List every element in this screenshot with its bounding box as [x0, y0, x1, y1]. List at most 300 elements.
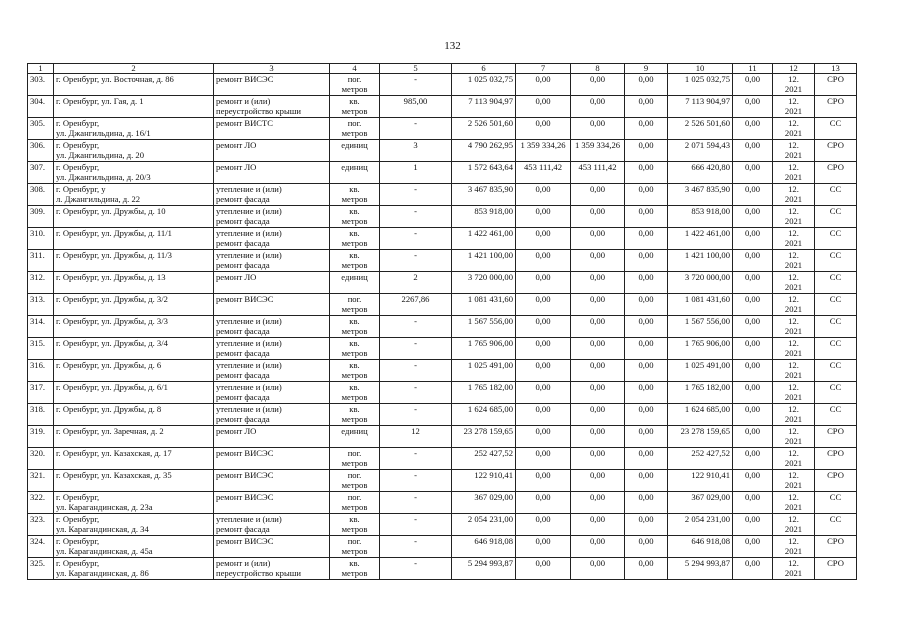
unit-cell-line: метров	[341, 414, 368, 424]
row-number: 313.	[28, 294, 54, 316]
deadline-cell	[773, 360, 815, 382]
address-cell	[54, 74, 214, 96]
deadline-cell-line: 2021	[784, 524, 803, 534]
column-8-cell: 0,00	[571, 316, 625, 338]
work-type-cell	[214, 448, 330, 470]
work-type-cell	[214, 118, 330, 140]
quantity-cell: -	[380, 470, 452, 492]
column-7-cell: 0,00	[516, 536, 571, 558]
address-cell	[54, 96, 214, 118]
row-number: 320.	[28, 448, 54, 470]
table-row	[28, 558, 857, 580]
column-10-cell: 1 081 431,60	[668, 294, 733, 316]
total-cost-cell: 2 526 501,60	[452, 118, 516, 140]
deadline-cell-line: 12.	[788, 140, 799, 150]
table-row	[28, 140, 857, 162]
column-9-cell: 0,00	[625, 492, 668, 514]
quantity-cell: -	[380, 118, 452, 140]
unit-cell-line: единиц	[341, 272, 368, 282]
quantity-cell: -	[380, 316, 452, 338]
unit-cell-line: пог.	[347, 536, 362, 546]
unit-cell-line: пог.	[347, 448, 362, 458]
unit-cell-line: метров	[341, 194, 368, 204]
column-11-cell: 0,00	[733, 162, 773, 184]
total-cost-cell: 1 624 685,00	[452, 404, 516, 426]
deadline-cell	[773, 536, 815, 558]
deadline-cell	[773, 162, 815, 184]
deadline-cell	[773, 448, 815, 470]
column-10-cell: 2 054 231,00	[668, 514, 733, 536]
quantity-cell: -	[380, 74, 452, 96]
unit-cell-line: кв.	[349, 184, 360, 194]
unit-cell-line: пог.	[347, 118, 362, 128]
deadline-cell-line: 2021	[784, 370, 803, 380]
row-number: 314.	[28, 316, 54, 338]
column-7-cell: 0,00	[516, 426, 571, 448]
column-header-2: 2	[54, 64, 214, 74]
work-type-cell	[214, 470, 330, 492]
quantity-cell: -	[380, 448, 452, 470]
work-type-cell-line: ремонт фасада	[216, 370, 270, 380]
column-11-cell: 0,00	[733, 272, 773, 294]
work-type-cell	[214, 382, 330, 404]
column-7-cell: 0,00	[516, 448, 571, 470]
work-type-cell-line: ремонт ВИСЭС	[216, 492, 274, 502]
column-8-cell: 0,00	[571, 228, 625, 250]
row-number: 307.	[28, 162, 54, 184]
column-8-cell: 0,00	[571, 294, 625, 316]
method-cell: СС	[815, 184, 857, 206]
column-10-cell: 3 467 835,90	[668, 184, 733, 206]
work-type-cell-line: ремонт фасада	[216, 260, 270, 270]
column-header-6: 6	[452, 64, 516, 74]
address-cell	[54, 206, 214, 228]
row-number: 321.	[28, 470, 54, 492]
work-type-cell-line: ремонт ЛО	[216, 162, 257, 172]
unit-cell-line: метров	[341, 260, 368, 270]
column-8-cell: 0,00	[571, 272, 625, 294]
deadline-cell-line: 2021	[784, 436, 803, 446]
work-type-cell-line: утепление и (или)	[216, 250, 282, 260]
deadline-cell-line: 12.	[788, 118, 799, 128]
column-11-cell: 0,00	[733, 228, 773, 250]
work-type-cell-line: ремонт и (или)	[216, 558, 271, 568]
table-row	[28, 448, 857, 470]
deadline-cell	[773, 404, 815, 426]
table-row	[28, 338, 857, 360]
unit-cell-line: метров	[341, 304, 368, 314]
work-type-cell-line: утепление и (или)	[216, 382, 282, 392]
deadline-cell-line: 12.	[788, 96, 799, 106]
column-10-cell: 1 624 685,00	[668, 404, 733, 426]
work-type-cell-line: ремонт ВИСЭС	[216, 294, 274, 304]
address-cell-line: г. Оренбург, ул. Дружбы, д. 8	[56, 404, 162, 414]
unit-cell	[330, 74, 380, 96]
quantity-cell: 1	[380, 162, 452, 184]
column-header-12: 12	[773, 64, 815, 74]
deadline-cell-line: 12.	[788, 162, 799, 172]
column-8-cell: 0,00	[571, 382, 625, 404]
address-cell	[54, 448, 214, 470]
column-number-row	[28, 64, 857, 74]
column-11-cell: 0,00	[733, 426, 773, 448]
unit-cell-line: метров	[341, 524, 368, 534]
column-7-cell: 0,00	[516, 206, 571, 228]
method-cell: СРО	[815, 470, 857, 492]
unit-cell	[330, 426, 380, 448]
table-row	[28, 184, 857, 206]
total-cost-cell: 646 918,08	[452, 536, 516, 558]
total-cost-cell: 7 113 904,97	[452, 96, 516, 118]
address-cell-line: г. Оренбург, ул. Восточная, д. 86	[56, 74, 174, 84]
column-10-cell: 1 421 100,00	[668, 250, 733, 272]
table-row	[28, 470, 857, 492]
work-type-cell	[214, 558, 330, 580]
deadline-cell-line: 12.	[788, 272, 799, 282]
unit-cell	[330, 228, 380, 250]
column-11-cell: 0,00	[733, 140, 773, 162]
deadline-cell-line: 2021	[784, 502, 803, 512]
column-8-cell: 0,00	[571, 536, 625, 558]
deadline-cell-line: 12.	[788, 74, 799, 84]
method-cell: СС	[815, 514, 857, 536]
work-type-cell	[214, 250, 330, 272]
unit-cell-line: кв.	[349, 514, 360, 524]
total-cost-cell: 1 567 556,00	[452, 316, 516, 338]
work-type-cell	[214, 74, 330, 96]
quantity-cell: -	[380, 184, 452, 206]
column-10-cell: 2 526 501,60	[668, 118, 733, 140]
work-type-cell	[214, 338, 330, 360]
unit-cell-line: метров	[341, 348, 368, 358]
column-11-cell: 0,00	[733, 492, 773, 514]
column-10-cell: 1 765 906,00	[668, 338, 733, 360]
work-type-cell-line: ремонт фасада	[216, 216, 270, 226]
column-8-cell: 0,00	[571, 338, 625, 360]
work-type-cell-line: ремонт ВИСЭС	[216, 74, 274, 84]
deadline-cell	[773, 316, 815, 338]
unit-cell	[330, 448, 380, 470]
column-7-cell: 0,00	[516, 74, 571, 96]
column-8-cell: 0,00	[571, 118, 625, 140]
deadline-cell	[773, 492, 815, 514]
total-cost-cell: 252 427,52	[452, 448, 516, 470]
unit-cell	[330, 470, 380, 492]
address-cell-line: г. Оренбург, ул. Дружбы, д. 3/2	[56, 294, 168, 304]
unit-cell-line: кв.	[349, 228, 360, 238]
unit-cell	[330, 96, 380, 118]
column-7-cell: 0,00	[516, 492, 571, 514]
method-cell: СРО	[815, 448, 857, 470]
column-11-cell: 0,00	[733, 558, 773, 580]
deadline-cell-line: 2021	[784, 216, 803, 226]
total-cost-cell: 3 467 835,90	[452, 184, 516, 206]
deadline-cell-line: 2021	[784, 194, 803, 204]
deadline-cell-line: 2021	[784, 238, 803, 248]
address-cell-line: г. Оренбург, ул. Дружбы, д. 13	[56, 272, 166, 282]
row-number: 323.	[28, 514, 54, 536]
unit-cell	[330, 382, 380, 404]
table-row	[28, 514, 857, 536]
address-cell-line: ул. Карагандинская, д. 34	[56, 524, 149, 534]
work-type-cell	[214, 140, 330, 162]
column-header-13: 13	[815, 64, 857, 74]
unit-cell	[330, 360, 380, 382]
work-type-cell-line: ремонт фасада	[216, 326, 270, 336]
table-row	[28, 206, 857, 228]
deadline-cell-line: 12.	[788, 536, 799, 546]
column-7-cell: 0,00	[516, 272, 571, 294]
work-type-cell	[214, 316, 330, 338]
unit-cell-line: метров	[341, 238, 368, 248]
row-number: 324.	[28, 536, 54, 558]
total-cost-cell: 3 720 000,00	[452, 272, 516, 294]
quantity-cell: 2	[380, 272, 452, 294]
work-type-cell-line: ремонт фасада	[216, 238, 270, 248]
column-8-cell: 1 359 334,26	[571, 140, 625, 162]
table-row	[28, 360, 857, 382]
column-8-cell: 0,00	[571, 558, 625, 580]
table-row	[28, 382, 857, 404]
column-9-cell: 0,00	[625, 316, 668, 338]
deadline-cell-line: 2021	[784, 282, 803, 292]
address-cell	[54, 470, 214, 492]
method-cell: СРО	[815, 162, 857, 184]
method-cell: СРО	[815, 74, 857, 96]
deadline-cell-line: 2021	[784, 326, 803, 336]
table-body	[28, 74, 857, 580]
work-type-cell	[214, 360, 330, 382]
column-10-cell: 646 918,08	[668, 536, 733, 558]
column-9-cell: 0,00	[625, 360, 668, 382]
unit-cell	[330, 514, 380, 536]
address-cell	[54, 360, 214, 382]
deadline-cell	[773, 338, 815, 360]
quantity-cell: -	[380, 338, 452, 360]
method-cell: СС	[815, 272, 857, 294]
quantity-cell: -	[380, 536, 452, 558]
deadline-cell	[773, 140, 815, 162]
work-type-cell-line: ремонт ЛО	[216, 426, 257, 436]
unit-cell	[330, 250, 380, 272]
address-cell-line: ул. Карагандинская, д. 23а	[56, 502, 153, 512]
deadline-cell-line: 12.	[788, 294, 799, 304]
unit-cell-line: единиц	[341, 426, 368, 436]
work-type-cell	[214, 536, 330, 558]
deadline-cell	[773, 228, 815, 250]
unit-cell	[330, 294, 380, 316]
total-cost-cell: 122 910,41	[452, 470, 516, 492]
address-cell-line: ул. Джангильдина, д. 16/1	[56, 128, 151, 138]
work-type-cell-line: ремонт ЛО	[216, 140, 257, 150]
column-10-cell: 1 025 032,75	[668, 74, 733, 96]
deadline-cell-line: 12.	[788, 382, 799, 392]
unit-cell-line: метров	[341, 546, 368, 556]
address-cell	[54, 162, 214, 184]
column-11-cell: 0,00	[733, 184, 773, 206]
column-9-cell: 0,00	[625, 426, 668, 448]
address-cell-line: ул. Джангильдина, д. 20/3	[56, 172, 151, 182]
column-9-cell: 0,00	[625, 294, 668, 316]
address-cell	[54, 426, 214, 448]
column-8-cell: 0,00	[571, 426, 625, 448]
unit-cell	[330, 404, 380, 426]
method-cell: СС	[815, 118, 857, 140]
page-number: 132	[444, 40, 461, 52]
deadline-cell	[773, 382, 815, 404]
column-10-cell: 23 278 159,65	[668, 426, 733, 448]
work-type-cell-line: утепление и (или)	[216, 184, 282, 194]
work-type-cell-line: ремонт и (или)	[216, 96, 271, 106]
column-11-cell: 0,00	[733, 118, 773, 140]
column-8-cell: 0,00	[571, 448, 625, 470]
table-row	[28, 74, 857, 96]
work-type-cell-line: ремонт фасада	[216, 194, 270, 204]
column-11-cell: 0,00	[733, 206, 773, 228]
unit-cell	[330, 272, 380, 294]
unit-cell-line: пог.	[347, 470, 362, 480]
column-9-cell: 0,00	[625, 470, 668, 492]
column-7-cell: 453 111,42	[516, 162, 571, 184]
work-type-cell	[214, 272, 330, 294]
deadline-cell	[773, 184, 815, 206]
column-10-cell: 666 420,80	[668, 162, 733, 184]
row-number: 322.	[28, 492, 54, 514]
address-cell-line: г. Оренбург, ул. Дружбы, д. 6/1	[56, 382, 168, 392]
total-cost-cell: 1 421 100,00	[452, 250, 516, 272]
capital-repair-table	[27, 63, 857, 580]
deadline-cell-line: 2021	[784, 546, 803, 556]
deadline-cell-line: 12.	[788, 360, 799, 370]
unit-cell-line: кв.	[349, 338, 360, 348]
deadline-cell	[773, 250, 815, 272]
column-header-8: 8	[571, 64, 625, 74]
row-number: 304.	[28, 96, 54, 118]
column-8-cell: 453 111,42	[571, 162, 625, 184]
column-11-cell: 0,00	[733, 96, 773, 118]
work-type-cell-line: переустройство крыши	[216, 568, 301, 578]
method-cell: СС	[815, 228, 857, 250]
column-7-cell: 0,00	[516, 250, 571, 272]
deadline-cell-line: 12.	[788, 316, 799, 326]
deadline-cell-line: 2021	[784, 392, 803, 402]
address-cell	[54, 382, 214, 404]
address-cell	[54, 558, 214, 580]
column-7-cell: 0,00	[516, 404, 571, 426]
column-10-cell: 1 567 556,00	[668, 316, 733, 338]
column-11-cell: 0,00	[733, 382, 773, 404]
address-cell-line: г. Оренбург,	[56, 492, 100, 502]
column-11-cell: 0,00	[733, 448, 773, 470]
work-type-cell-line: ремонт фасада	[216, 348, 270, 358]
unit-cell	[330, 184, 380, 206]
address-cell	[54, 514, 214, 536]
total-cost-cell: 1 025 032,75	[452, 74, 516, 96]
address-cell-line: г. Оренбург, ул. Дружбы, д. 11/1	[56, 228, 172, 238]
deadline-cell-line: 12.	[788, 250, 799, 260]
column-9-cell: 0,00	[625, 184, 668, 206]
unit-cell-line: единиц	[341, 140, 368, 150]
unit-cell-line: кв.	[349, 404, 360, 414]
column-10-cell: 1 422 461,00	[668, 228, 733, 250]
unit-cell	[330, 338, 380, 360]
work-type-cell-line: утепление и (или)	[216, 404, 282, 414]
deadline-cell-line: 12.	[788, 492, 799, 502]
quantity-cell: 12	[380, 426, 452, 448]
column-10-cell: 853 918,00	[668, 206, 733, 228]
total-cost-cell: 1 572 643,64	[452, 162, 516, 184]
column-9-cell: 0,00	[625, 162, 668, 184]
deadline-cell-line: 2021	[784, 480, 803, 490]
column-10-cell: 7 113 904,97	[668, 96, 733, 118]
address-cell	[54, 140, 214, 162]
column-9-cell: 0,00	[625, 338, 668, 360]
quantity-cell: -	[380, 492, 452, 514]
total-cost-cell: 853 918,00	[452, 206, 516, 228]
deadline-cell	[773, 426, 815, 448]
unit-cell-line: кв.	[349, 382, 360, 392]
table-row	[28, 118, 857, 140]
address-cell	[54, 338, 214, 360]
column-11-cell: 0,00	[733, 360, 773, 382]
address-cell-line: г. Оренбург,	[56, 514, 100, 524]
column-9-cell: 0,00	[625, 228, 668, 250]
column-8-cell: 0,00	[571, 184, 625, 206]
quantity-cell: -	[380, 404, 452, 426]
column-7-cell: 0,00	[516, 316, 571, 338]
method-cell: СРО	[815, 140, 857, 162]
address-cell-line: г. Оренбург, ул. Дружбы, д. 3/3	[56, 316, 168, 326]
deadline-cell	[773, 74, 815, 96]
quantity-cell: -	[380, 514, 452, 536]
work-type-cell	[214, 426, 330, 448]
row-number: 316.	[28, 360, 54, 382]
deadline-cell	[773, 118, 815, 140]
deadline-cell-line: 2021	[784, 260, 803, 270]
work-type-cell-line: утепление и (или)	[216, 228, 282, 238]
address-cell	[54, 228, 214, 250]
column-7-cell: 0,00	[516, 228, 571, 250]
row-number: 303.	[28, 74, 54, 96]
column-9-cell: 0,00	[625, 514, 668, 536]
column-9-cell: 0,00	[625, 74, 668, 96]
total-cost-cell: 5 294 993,87	[452, 558, 516, 580]
column-8-cell: 0,00	[571, 96, 625, 118]
unit-cell-line: метров	[341, 480, 368, 490]
address-cell-line: г. Оренбург, ул. Казахская, д. 17	[56, 448, 172, 458]
column-11-cell: 0,00	[733, 470, 773, 492]
row-number: 318.	[28, 404, 54, 426]
column-11-cell: 0,00	[733, 536, 773, 558]
address-cell	[54, 250, 214, 272]
method-cell: СС	[815, 492, 857, 514]
method-cell: СС	[815, 382, 857, 404]
deadline-cell-line: 2021	[784, 414, 803, 424]
column-9-cell: 0,00	[625, 250, 668, 272]
column-7-cell: 0,00	[516, 558, 571, 580]
work-type-cell	[214, 492, 330, 514]
column-header-10: 10	[668, 64, 733, 74]
column-8-cell: 0,00	[571, 470, 625, 492]
column-7-cell: 0,00	[516, 96, 571, 118]
unit-cell-line: метров	[341, 370, 368, 380]
work-type-cell	[214, 228, 330, 250]
table-row	[28, 228, 857, 250]
deadline-cell-line: 12.	[788, 338, 799, 348]
address-cell-line: г. Оренбург, ул. Дружбы, д. 6	[56, 360, 162, 370]
column-8-cell: 0,00	[571, 206, 625, 228]
deadline-cell-line: 12.	[788, 426, 799, 436]
